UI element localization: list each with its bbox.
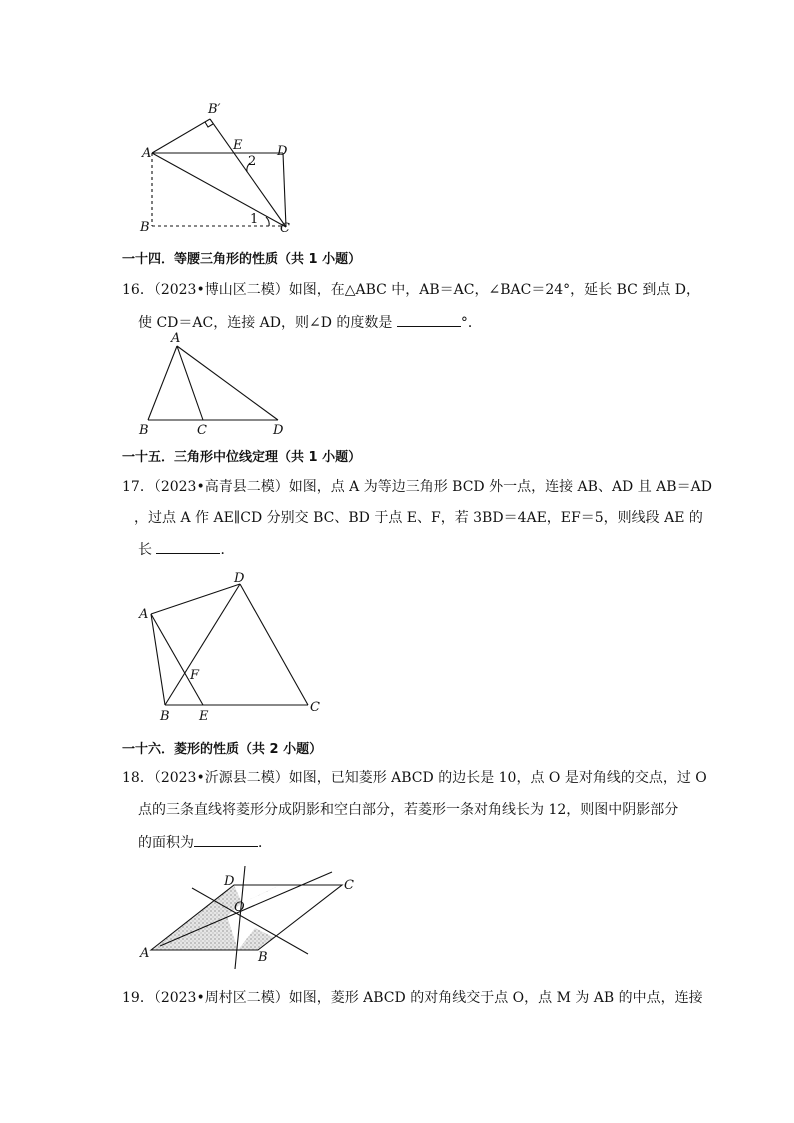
segment-Bprime-C <box>210 119 286 227</box>
figure-q16-triangle <box>130 330 300 440</box>
q17-line-3-end: ． <box>220 542 235 558</box>
segment-AD <box>177 346 278 420</box>
q16-line-2-text: 使 CD＝AC，连接 AD，则∠D 的度数是 <box>138 315 393 331</box>
segment-DC <box>283 153 286 227</box>
segment-DC <box>240 584 308 705</box>
label-1: 1 <box>250 212 259 227</box>
label-B: B <box>258 950 268 965</box>
label-A: A <box>142 146 152 161</box>
figure-q18-rhombus <box>130 866 370 971</box>
q18-line-3-text: 的面积为 <box>138 835 194 851</box>
q19-line-1: 19．（2023•周村区二模）如图，菱形 ABCD 的对角线交于点 O，点 M 为 AB 的中点，连接 <box>122 990 703 1006</box>
q18-answer-blank[interactable] <box>194 832 258 847</box>
segment-BD <box>165 584 240 705</box>
label-C: C <box>310 700 320 715</box>
q17-answer-blank[interactable] <box>156 539 220 554</box>
figure-rectangle-fold <box>130 95 300 240</box>
label-D: D <box>224 874 235 889</box>
label-2: 2 <box>248 154 257 169</box>
segment-AB <box>151 614 165 705</box>
section-15-heading: 一十五．三角形中位线定理（共 1 小题） <box>122 450 362 465</box>
label-B: B <box>140 220 150 235</box>
angle-1-arc <box>266 217 269 226</box>
section-14-heading: 一十四．等腰三角形的性质（共 1 小题） <box>122 252 362 267</box>
label-D: D <box>273 423 284 438</box>
label-A: A <box>139 607 149 622</box>
segment-AE <box>151 614 203 705</box>
segment-AB <box>148 346 177 420</box>
shaded-regions <box>151 885 280 950</box>
label-A: A <box>171 331 181 346</box>
label-D: D <box>234 571 245 586</box>
label-A: A <box>140 946 150 961</box>
segment-AC <box>152 153 286 227</box>
segment-AD <box>151 584 240 614</box>
q17-line-2: ，过点 A 作 AE∥CD 分别交 BC、BD 于点 E、F，若 3BD＝4AE，EF＝5，则线段 AE 的 <box>134 510 703 526</box>
q18-line-2: 点的三条直线将菱形分成阴影和空白部分，若菱形一条对角线长为 12，则图中阴影部分 <box>138 802 679 818</box>
segment-AC <box>177 346 203 420</box>
label-B: B <box>160 709 170 724</box>
q17-line-1: 17．（2023•高青县二模）如图，点 A 为等边三角形 BCD 外一点，连接 AB、AD 且 AB＝AD <box>122 479 712 495</box>
label-B-prime: B′ <box>208 102 221 117</box>
q16-answer-blank[interactable] <box>397 312 461 327</box>
q18-line-1: 18．（2023•沂源县二模）如图，已知菱形 ABCD 的边长是 10，点 O 是对角线的交点，过 O <box>122 770 707 786</box>
label-C: C <box>280 221 290 236</box>
q17-line-3 <box>138 539 234 560</box>
q17-line-3-text: 长 <box>138 542 152 558</box>
q16-line-2-end: °． <box>460 315 482 331</box>
figure-q17-equilateral <box>130 568 330 728</box>
right-angle-mark <box>205 122 213 127</box>
label-O: O <box>234 900 245 915</box>
label-C: C <box>344 878 354 893</box>
label-E: E <box>233 138 243 153</box>
label-D: D <box>277 144 288 159</box>
q18-line-3-end: ． <box>258 835 272 851</box>
segment-AB-prime <box>152 119 210 153</box>
label-C: C <box>197 423 207 438</box>
label-F: F <box>190 668 200 683</box>
section-16-heading: 一十六．菱形的性质（共 2 小题） <box>122 742 323 757</box>
q16-line-1: 16．（2023•博山区二模）如图，在△ABC 中，AB＝AC，∠BAC＝24°，延长 BC 到点 D， <box>122 282 700 298</box>
line-through-O-3 <box>160 872 332 946</box>
label-E: E <box>199 709 209 724</box>
q18-line-3 <box>138 832 272 853</box>
label-B: B <box>139 423 149 438</box>
